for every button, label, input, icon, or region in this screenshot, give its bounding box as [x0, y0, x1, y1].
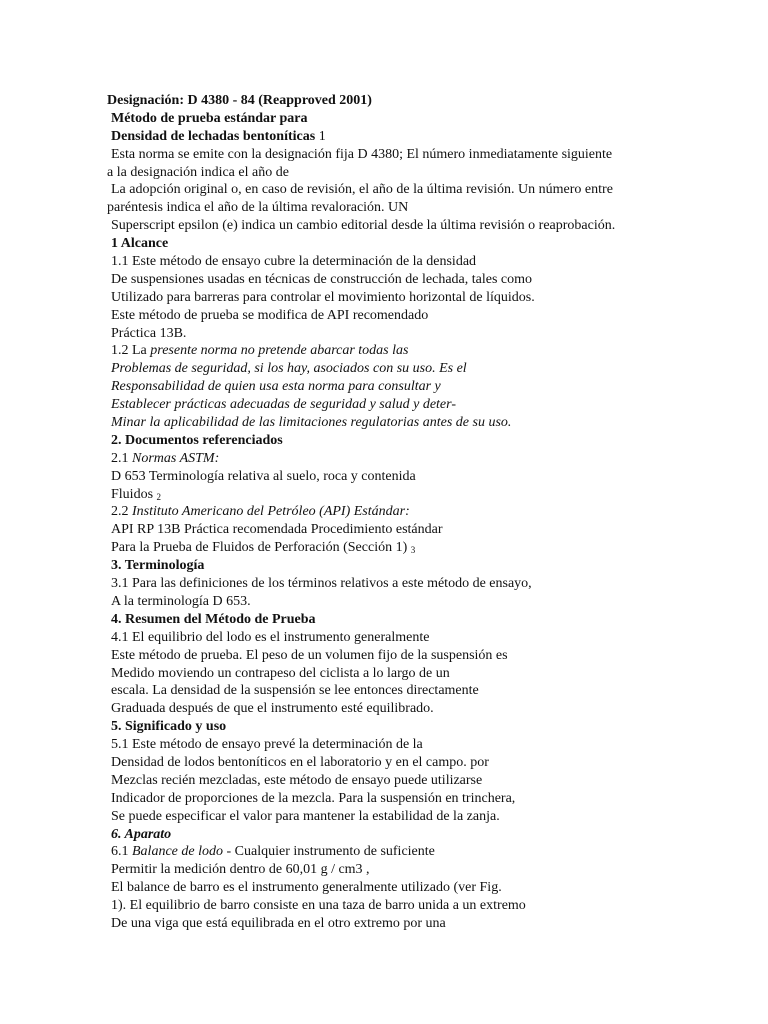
section-1-line: Este método de prueba se modifica de API recomendado — [111, 307, 429, 323]
intro-line: Esta norma se emite con la designación fija D 4380; El número inmediatamente siguiente — [111, 146, 613, 162]
section-6-line: Permitir la medición dentro de 60,01 g / cm3 , — [111, 862, 370, 878]
section-4-line: Graduada después de que el instrumento esté equilibrado. — [111, 701, 434, 717]
intro-line: La adopción original o, en caso de revisión, el año de la última revisión. Un número entre — [111, 182, 613, 198]
section-5-line: Densidad de lodos bentoníticos en el laboratorio y en el campo. por — [111, 754, 489, 770]
section-heading-aparato: 6. Aparato — [111, 826, 172, 842]
section-6-1-line: 6.1 Balance de lodo - Cualquier instrumento de suficiente — [111, 844, 435, 860]
title-line-2: Densidad de lechadas bentoníticas 1 — [111, 128, 326, 144]
section-2-line: Fluidos 2 — [111, 486, 162, 502]
section-4-line: escala. La densidad de la suspensión se lee entonces directamente — [111, 683, 479, 699]
title-line-1: Método de prueba estándar para — [111, 110, 308, 126]
section-4-line: Medido moviendo un contrapeso del ciclista a lo largo de un — [111, 665, 450, 681]
section-1-line: De suspensiones usadas en técnicas de construcción de lechada, tales como — [111, 271, 533, 287]
section-heading-significado: 5. Significado y uso — [111, 719, 227, 735]
section-2-2-title: 2.2 Instituto Americano del Petróleo (API) Estándar: — [111, 504, 410, 520]
section-2-line: D 653 Terminología relativa al suelo, roca y contenida — [111, 468, 416, 484]
section-1-line: Utilizado para barreras para controlar el movimiento horizontal de líquidos. — [111, 289, 535, 305]
intro-line: paréntesis indica el año de la última revaloración. UN — [107, 200, 409, 216]
section-1-2-line: Problemas de seguridad, si los hay, asociados con su uso. Es el — [111, 361, 467, 377]
intro-line: Superscript epsilon (e) indica un cambio editorial desde la última revisión o reaprobación. — [111, 218, 616, 234]
designation-line: Designación: D 4380 - 84 (Reapproved 2001) — [107, 93, 372, 108]
document-body — [107, 92, 667, 933]
intro-line: a la designación indica el año de — [107, 164, 289, 180]
section-1-2-line: Responsabilidad de quien usa esta norma para consultar y — [111, 379, 441, 395]
section-4-line: Este método de prueba. El peso de un volumen fijo de la suspensión es — [111, 647, 508, 663]
section-1-line: Práctica 13B. — [111, 325, 187, 341]
section-1-2-line: 1.2 La presente norma no pretende abarcar todas las — [111, 343, 409, 359]
section-2-line: Para la Prueba de Fluidos de Perforación (Sección 1) 3 — [111, 540, 416, 556]
section-heading-alcance: 1 Alcance — [111, 236, 169, 252]
section-5-line: Se puede especificar el valor para mantener la estabilidad de la zanja. — [111, 808, 500, 824]
section-1-line: 1.1 Este método de ensayo cubre la determinación de la densidad — [111, 254, 477, 270]
section-1-2-line: Minar la aplicabilidad de las limitaciones regulatorias antes de su uso. — [111, 415, 512, 431]
section-3-line: 3.1 Para las definiciones de los términos relativos a este método de ensayo, — [111, 576, 532, 592]
section-6-line: El balance de barro es el instrumento generalmente utilizado (ver Fig. — [111, 880, 502, 896]
section-5-line: 5.1 Este método de ensayo prevé la determinación de la — [111, 737, 423, 753]
section-5-line: Mezclas recién mezcladas, este método de ensayo puede utilizarse — [111, 772, 483, 788]
section-2-line: API RP 13B Práctica recomendada Procedimiento estándar — [111, 522, 443, 538]
section-heading-documentos: 2. Documentos referenciados — [111, 432, 283, 448]
section-6-line: 1). El equilibrio de barro consiste en una taza de barro unida a un extremo — [111, 898, 526, 914]
section-3-line: A la terminología D 653. — [111, 593, 251, 609]
section-6-line: De una viga que está equilibrada en el otro extremo por una — [111, 915, 446, 931]
section-2-1-title: 2.1 Normas ASTM: — [111, 450, 220, 466]
section-5-line: Indicador de proporciones de la mezcla. Para la suspensión en trinchera, — [111, 790, 516, 806]
section-heading-resumen: 4. Resumen del Método de Prueba — [111, 611, 316, 627]
section-4-line: 4.1 El equilibrio del lodo es el instrumento generalmente — [111, 629, 430, 645]
section-1-2-line: Establecer prácticas adecuadas de seguridad y salud y deter- — [111, 397, 456, 413]
section-heading-terminologia: 3. Terminología — [111, 558, 205, 574]
